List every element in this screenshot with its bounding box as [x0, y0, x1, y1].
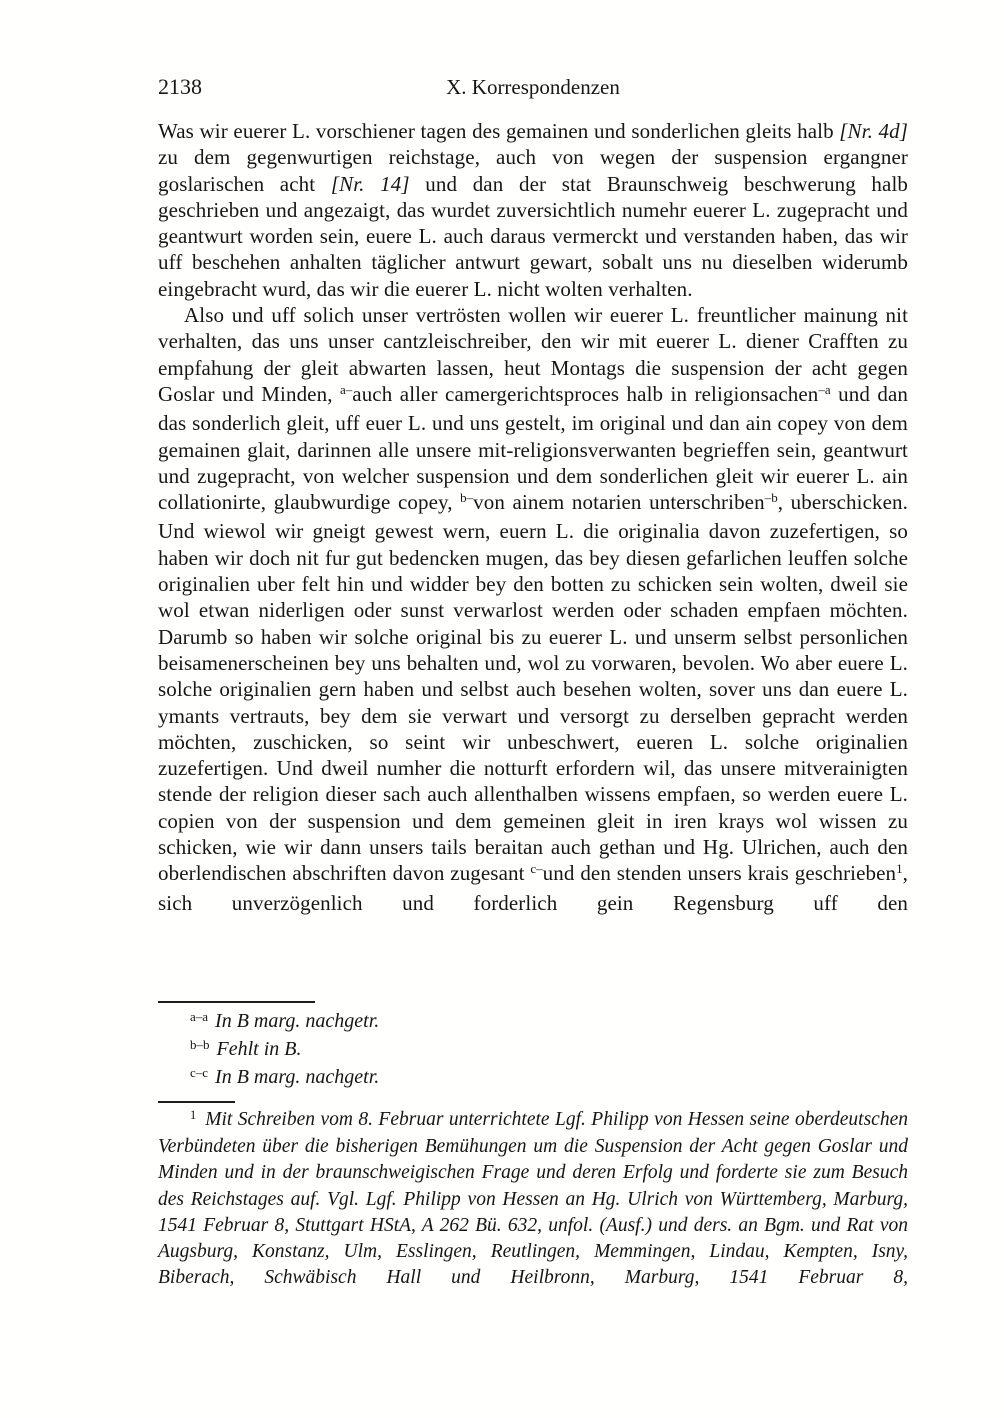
critical-apparatus: [158, 1008, 908, 1092]
apparatus-note-a: $^{a-a}$ In B marg. nachgetr.: [190, 1009, 380, 1032]
paragraph-1: Was wir euerer L. vorschiener tagen des gemainen und sonderlichen gleits halb [Nr. 4d] zu dem gegenwurtigen reichstage, auch von wegen der suspension ergangner goslarischen acht [Nr. 14] und dan der stat Braunschweig beschwerung halb geschrieben und angezaigt, das wurdet zuversichtlich numehr euerer L. zugepracht und geantwurt worden sein, euere L. auch daraus vermerckt und verstanden haben, das wir uff beschehen anhalten täglicher antwurt gewart, sobalt uns nu dieselben widerumb eingebracht wurd, das wir die euerer L. nicht wolten verhalten.: [158, 119, 908, 301]
apparatus-note-b: $^{b-b}$ Fehlt in B.: [190, 1037, 302, 1060]
apparatus-divider: [158, 1001, 315, 1003]
body-text: [158, 118, 908, 916]
paragraph-2: Also und uff solich unser vertrösten wollen wir euerer L. freuntlicher mainung nit verhalten, das uns unser cantzleischreiber, den wir mit euerer L. diener Crafften zu empfahung der gleit abwarten lassen, heut Montags die suspension der acht gegen Goslar und Minden, $^{a-}$auch aller camergerichtsproces halb in religionsachen$^{-a}$ und dan das sonderlich gleit, uff euer L. und uns gestelt, im original und dan ain copey von dem gemainen glait, darinnen alle unsere mit-religionsverwanten begrieffen sein, geantwurt und zugepracht, von welcher suspension und dem sonderlichen gleit wir euerer L. ain collationirte, glaubwurdige copey, $^{b-}$von ainem notarien unterschriben$^{-b}$, uberschicken. Und wiewol wir gneigt gewest wern, euern L. die originalia davon zuzefertigen, so haben wir doch nit fur gut bedencken mugen, das bey diesen gefarlichen leuffen solche originalien uber felt hin und widder bey den botten zu schicken sein wolten, dweil sie wol etwan niderligen oder sunst verwarlost werden oder schaden empfaen möchten. Darumb so haben wir solche original bis zu euerer L. und unserm selbst personlichen beisamenerscheinen bey uns behalten und, wol zu vorwaren, bevolen. Wo aber euere L. solche originalien gern haben und selbst auch besehen wolten, sover uns dan euere L. ymants vertrauts, bey dem sie verwart und versorgt zu derselben gepracht werden möchten, zuschicken, so seint wir unbeschwert, eueren L. solche originalien zuzefertigen. Und dweil numher die notturft erfordern wil, das unsere mitverainigten stende der religion dieser sach auch allenthalben wissens empfaen, so werden euere L. copien von der suspension und dem gemeinen gleit in iren krays wol wissen zu schicken, wie wir dann unsers tails beraitan auch gethan und Hg. Ulrichen, auch den oberlendischen abschriften davon zugesant $^{c-}$und den stenden unsers krais geschrieben$^1$, sich unverzögenlich und forderlich gein Regensburg uff den: [158, 303, 908, 915]
apparatus-note-c: $^{c-c}$ In B marg. nachgetr.: [190, 1065, 380, 1088]
footnote-1: $^1$ Mit Schreiben vom 8. Februar unterrichtete Lgf. Philipp von Hessen seine oberdeutschen Verbündeten über die bisherigen Bemühungen um die Suspension der Acht gegen Goslar und Minden und in der braunschweigischen Frage und deren Erfolg und forderte sie zum Besuch des Reichstages auf. Vgl. Lgf. Philipp von Hessen an Hg. Ulrich von Württemberg, Marburg, 1541 Februar 8, Stuttgart HStA, A 262 Bü. 632, unfol. (Ausf.) und ders. an Bgm. und Rat von Augsburg, Konstanz, Ulm, Esslingen, Reutlingen, Memmingen, Lindau, Kempten, Isny, Biberach, Schwäbisch Hall und Heilbronn, Marburg, 1541 Februar 8,: [158, 1108, 908, 1289]
notes-section: [158, 1001, 908, 1291]
page-header: [158, 74, 908, 102]
footnotes-block: [158, 1107, 908, 1291]
running-head: X. Korrespondenzen: [446, 75, 620, 99]
footnote-divider: [158, 1101, 235, 1103]
page-number: 2138: [158, 74, 202, 99]
